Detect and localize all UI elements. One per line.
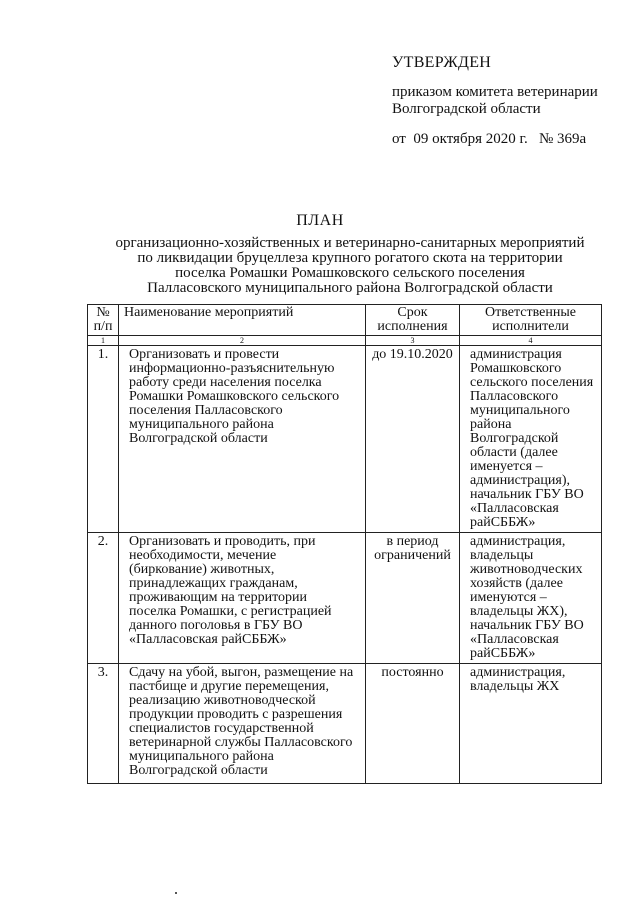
activity-line: Волгоградской области bbox=[129, 431, 268, 446]
col-number: 2 bbox=[119, 336, 366, 346]
resp-line: администрация, bbox=[470, 665, 566, 680]
row-num: 3. bbox=[88, 664, 119, 784]
plan-table bbox=[87, 304, 602, 784]
approval-title: УТВЕРЖДЕН bbox=[392, 54, 492, 71]
plan-subtitle-line: по ликвидации бруцеллеза крупного рогатого скота на территории bbox=[137, 250, 563, 266]
resp-line: «Палласовская bbox=[470, 501, 559, 516]
activity-line: необходимости, мечение bbox=[129, 548, 277, 563]
activity-line: Ромашки Ромашковского сельского bbox=[129, 389, 340, 404]
resp-line: именуется – bbox=[470, 459, 543, 474]
term-line: в период bbox=[386, 534, 439, 549]
resp-line: животноводческих bbox=[470, 562, 583, 577]
activity-line: пастбище и другие перемещения, bbox=[129, 679, 329, 694]
resp-line: Волгоградской bbox=[470, 431, 559, 446]
plan-subtitle-line: поселка Ромашки Ромашковского сельского поселения bbox=[175, 265, 525, 281]
activity-line: Организовать и провести bbox=[129, 347, 280, 362]
resp-line: района bbox=[470, 417, 512, 432]
resp-line: области (далее bbox=[470, 445, 558, 460]
resp-line: начальник ГБУ ВО bbox=[470, 618, 584, 633]
table-row bbox=[88, 533, 602, 664]
activity-line: специалистов государственной bbox=[129, 721, 314, 736]
header-term-line2: исполнения bbox=[377, 319, 448, 334]
approval-order-line2: Волгоградской области bbox=[392, 101, 541, 117]
activity-line: Организовать и проводить, при bbox=[129, 534, 316, 549]
row-activity bbox=[119, 346, 366, 533]
resp-line: «Палласовская bbox=[470, 632, 559, 647]
resp-line: владельцы ЖХ), bbox=[470, 604, 568, 619]
activity-line: поселения Палласовского bbox=[129, 403, 283, 418]
plan-subtitle bbox=[100, 236, 600, 296]
row-responsible bbox=[460, 533, 602, 664]
plan-title: ПЛАН bbox=[296, 212, 344, 229]
resp-line: администрация), bbox=[470, 473, 570, 488]
row-responsible bbox=[460, 346, 602, 533]
header-name bbox=[119, 305, 366, 336]
term-line: ограничений bbox=[374, 548, 451, 563]
header-name-line: Наименование мероприятий bbox=[124, 305, 294, 320]
scan-speck bbox=[175, 892, 177, 894]
table-row bbox=[88, 346, 602, 533]
plan-subtitle-line: Палласовского муниципального района Волгоградской области bbox=[147, 280, 553, 296]
row-num: 1. bbox=[88, 346, 119, 533]
header-term bbox=[366, 305, 460, 336]
table-row bbox=[88, 664, 602, 784]
resp-line: Палласовского bbox=[470, 389, 559, 404]
header-resp bbox=[460, 305, 602, 336]
col-number: 1 bbox=[88, 336, 119, 346]
resp-line: хозяйств (далее bbox=[470, 576, 563, 591]
resp-line: владельцы bbox=[470, 548, 534, 563]
resp-line: именуются – bbox=[470, 590, 547, 605]
activity-line: данного поголовья в ГБУ ВО bbox=[129, 618, 303, 633]
approval-date: от 09 октября 2020 г. № 369а bbox=[392, 131, 587, 147]
resp-line: начальник ГБУ ВО bbox=[470, 487, 584, 502]
col-number: 4 bbox=[460, 336, 602, 346]
resp-line: Ромашковского bbox=[470, 361, 562, 376]
activity-line: «Палласовская райСББЖ» bbox=[129, 632, 287, 647]
column-number-row bbox=[88, 336, 602, 346]
resp-line: муниципального bbox=[470, 403, 570, 418]
header-term-line1: Срок bbox=[397, 305, 428, 320]
activity-line: муниципального района bbox=[129, 749, 274, 764]
col-number: 3 bbox=[366, 336, 460, 346]
resp-line: райСББЖ» bbox=[470, 646, 536, 661]
plan-subtitle-line: организационно-хозяйственных и ветеринарно-санитарных мероприятий bbox=[115, 235, 585, 251]
activity-line: муниципального района bbox=[129, 417, 274, 432]
row-activity bbox=[119, 664, 366, 784]
header-resp-line2: исполнители bbox=[492, 319, 569, 334]
header-resp-line1: Ответственные bbox=[485, 305, 576, 320]
row-activity bbox=[119, 533, 366, 664]
resp-line: администрация, bbox=[470, 534, 566, 549]
row-term bbox=[366, 664, 460, 784]
header-num bbox=[88, 305, 119, 336]
activity-line: Волгоградской области bbox=[129, 763, 268, 778]
row-term bbox=[366, 346, 460, 533]
term-line: до 19.10.2020 bbox=[372, 347, 453, 362]
row-num: 2. bbox=[88, 533, 119, 664]
table-header-row bbox=[88, 305, 602, 336]
activity-line: ветеринарной службы Палласовского bbox=[129, 735, 353, 750]
resp-line: владельцы ЖХ bbox=[470, 679, 560, 694]
activity-line: поселка Ромашки, с регистрацией bbox=[129, 604, 332, 619]
row-responsible bbox=[460, 664, 602, 784]
activity-line: информационно-разъяснительную bbox=[129, 361, 335, 376]
activity-line: (биркование) животных, bbox=[129, 562, 275, 577]
approval-order-line1: приказом комитета ветеринарии bbox=[392, 84, 598, 100]
header-num-line1: № bbox=[96, 305, 110, 320]
resp-line: райСББЖ» bbox=[470, 515, 536, 530]
term-line: постоянно bbox=[381, 665, 444, 680]
approval-block bbox=[392, 54, 598, 148]
activity-line: проживающим на территории bbox=[129, 590, 307, 605]
activity-line: принадлежащих гражданам, bbox=[129, 576, 298, 591]
row-term bbox=[366, 533, 460, 664]
header-num-line2: п/п bbox=[93, 319, 113, 334]
resp-line: администрация bbox=[470, 347, 562, 362]
activity-line: работу среди населения поселка bbox=[129, 375, 322, 390]
activity-line: реализацию животноводческой bbox=[129, 693, 316, 708]
activity-line: Сдачу на убой, выгон, размещение на bbox=[129, 665, 354, 680]
resp-line: сельского поселения bbox=[470, 375, 594, 390]
activity-line: продукции проводить с разрешения bbox=[129, 707, 343, 722]
